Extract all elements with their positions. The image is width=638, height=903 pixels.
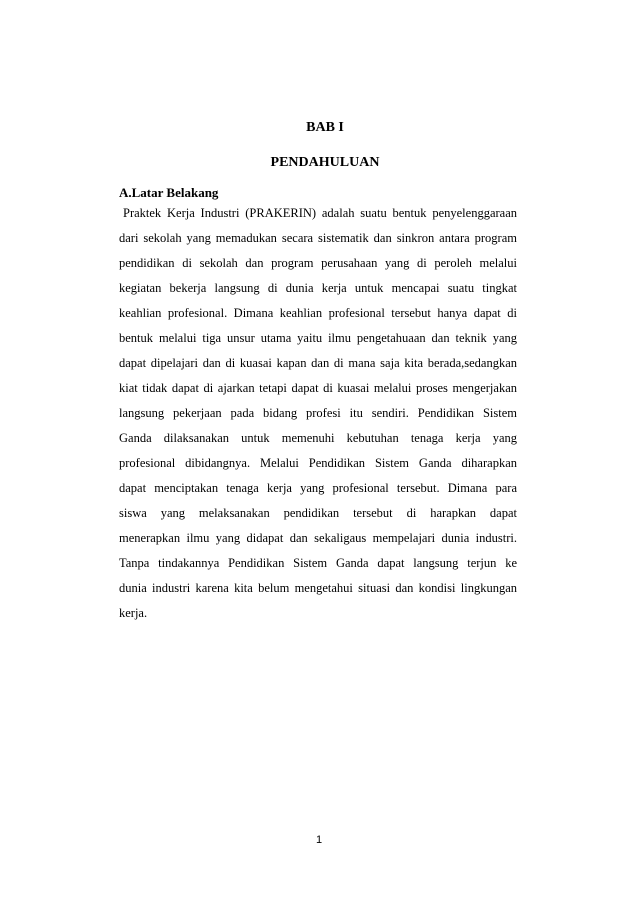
paragraph-line: Tanpa tindakannya Pendidikan Sistem Ganda dapat langsung terjun ke [119, 556, 517, 570]
paragraph-line: keahlian profesional. Dimana keahlian profesional tersebut hanya dapat di [119, 306, 517, 320]
body-paragraph [119, 201, 517, 626]
paragraph-line: siswa yang melaksanakan pendidikan tersebut di harapkan dapat [119, 506, 517, 520]
paragraph-line: profesional dibidangnya. Melalui Pendidikan Sistem Ganda diharapkan [119, 456, 517, 470]
paragraph-line: kegiatan bekerja langsung di dunia kerja untuk mencapai suatu tingkat [119, 281, 517, 295]
section-heading: A.Latar Belakang [119, 185, 219, 200]
paragraph-line: pendidikan di sekolah dan program perusahaan yang di peroleh melalui [119, 256, 517, 270]
chapter-number: BAB I [306, 120, 344, 135]
paragraph-line: menerapkan ilmu yang didapat dan sekaligaus mempelajari dunia industri. [119, 531, 517, 545]
paragraph-line: Praktek Kerja Industri (PRAKERIN) adalah suatu bentuk penyelenggaraan [123, 206, 517, 220]
paragraph-line: dapat menciptakan tenaga kerja yang profesional tersebut. Dimana para [119, 481, 517, 495]
chapter-title: PENDAHULUAN [270, 155, 380, 170]
paragraph-line: bentuk melalui tiga unsur utama yaitu ilmu pengetahuaan dan teknik yang [119, 331, 517, 345]
paragraph-line: dapat dipelajari dan di kuasai kapan dan di mana saja kita berada,sedangkan [119, 356, 517, 370]
paragraph-line: kiat tidak dapat di ajarkan tetapi dapat di kuasai melalui proses mengerjakan [119, 381, 517, 395]
paragraph-line: dunia industri karena kita belum mengetahui situasi dan kondisi lingkungan [119, 581, 517, 595]
paragraph-line: Ganda dilaksanakan untuk memenuhi kebutuhan tenaga kerja yang [119, 431, 517, 445]
page-number: 1 [315, 834, 323, 846]
paragraph-line: dari sekolah yang memadukan secara sistematik dan sinkron antara program [119, 231, 517, 245]
paragraph-line: langsung pekerjaan pada bidang profesi itu sendiri. Pendidikan Sistem [119, 406, 517, 420]
paragraph-line: kerja. [119, 606, 148, 620]
